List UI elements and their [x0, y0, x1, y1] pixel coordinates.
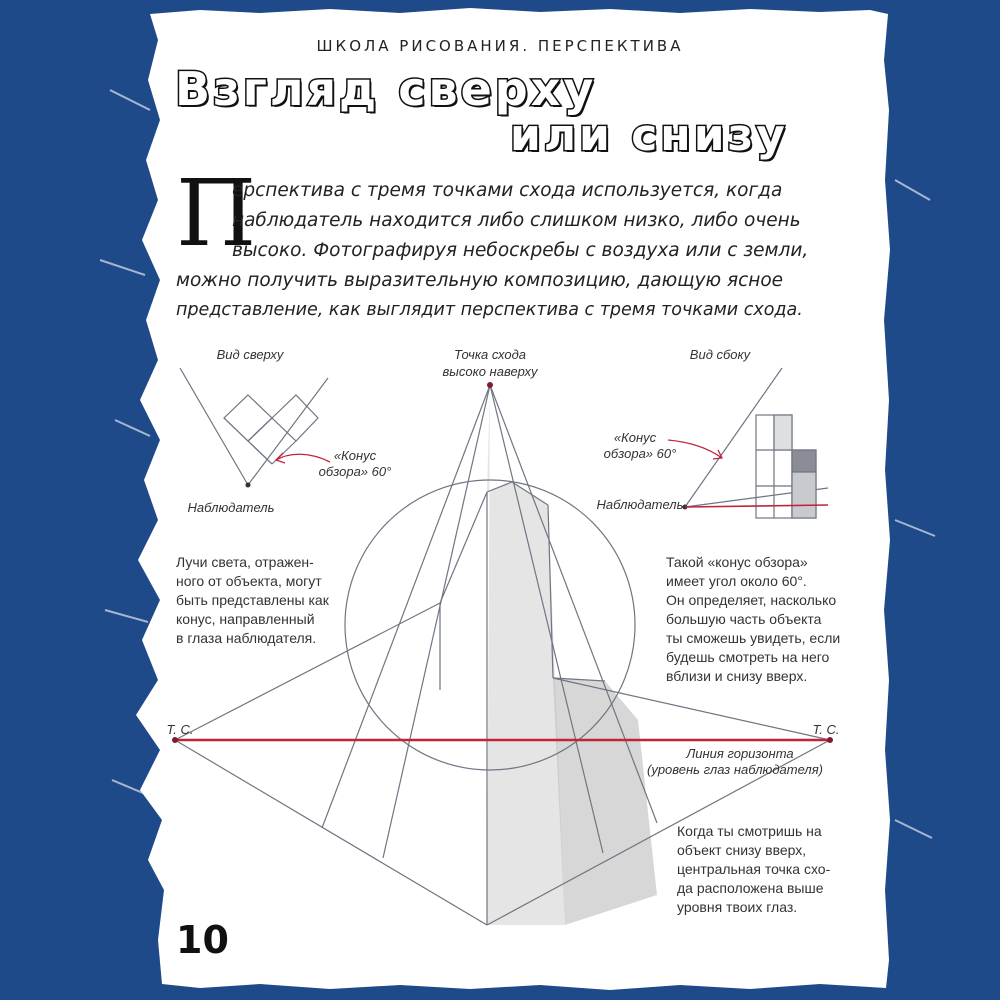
note-right-line: Он определяет, насколько	[666, 592, 837, 608]
note-bottom-line: центральная точка схо-	[677, 861, 831, 877]
note-right-line: будешь смотреть на него	[666, 649, 830, 665]
note-right-line: ты сможешь увидеть, если	[666, 630, 841, 646]
note-bottom-line: объект снизу вверх,	[677, 842, 807, 858]
top-view-sketch	[180, 368, 328, 488]
note-left-line: конус, направленный	[176, 611, 315, 627]
top-view-cone-label-1: «Конус	[333, 448, 377, 463]
vp-right-label: Т. С.	[812, 722, 840, 737]
vanishing-top-label-1: Точка схода	[453, 347, 527, 362]
vanishing-point-left	[172, 737, 178, 743]
vanishing-point-top	[487, 382, 493, 388]
note-right-line: вблизи и снизу вверх.	[666, 668, 808, 684]
side-view-cone-label-2: обзора» 60°	[603, 446, 677, 461]
intro-line-3: высоко. Фотографируя небоскребы с воздуха или с земли,	[232, 240, 809, 261]
intro-line-2: наблюдатель находится либо слишком низко, либо очень	[232, 210, 801, 231]
note-bottom	[677, 822, 830, 917]
note-left-line: в глаза наблюдателя.	[176, 630, 317, 646]
top-view-cone-label-2: обзора» 60°	[318, 464, 392, 479]
vanishing-top-label-2: высоко наверху	[442, 364, 538, 379]
top-view-observer-label: Наблюдатель	[187, 500, 275, 515]
note-right	[666, 553, 840, 686]
note-right-line: большую часть объекта	[666, 611, 822, 627]
drop-cap: П	[176, 160, 257, 267]
page-number: 10	[176, 918, 229, 962]
note-bottom-line: да расположена выше	[677, 880, 824, 896]
note-left-line: Лучи света, отражен-	[176, 554, 314, 570]
intro-line-5: представление, как выглядит перспектива с тремя точками схода.	[176, 300, 803, 320]
note-bottom-line: Когда ты смотришь на	[677, 823, 822, 839]
note-right-line: Такой «конус обзора»	[666, 554, 808, 570]
note-right-line: имеет угол около 60°.	[666, 573, 807, 589]
side-view-sketch	[683, 368, 829, 518]
note-left-line: ного от объекта, могут	[176, 573, 322, 589]
horizon-label-1: Линия горизонта	[686, 746, 794, 761]
side-view-observer-label: Наблюдатель	[596, 497, 684, 512]
note-bottom-line: уровня твоих глаз.	[677, 899, 798, 915]
page-title-line1: Взгляд сверху	[175, 62, 597, 116]
vanishing-point-right	[827, 737, 833, 743]
side-view-title: Вид сбоку	[689, 347, 751, 362]
side-view-cone-label-1: «Конус	[613, 430, 657, 445]
intro-line-1: ерспектива с тремя точками схода используется, когда	[232, 180, 783, 201]
vp-left-label: Т. С.	[166, 722, 194, 737]
note-left-line: быть представлены как	[176, 592, 329, 608]
intro-line-4: можно получить выразительную композицию, дающую ясное	[176, 270, 784, 291]
horizon-label-2: (уровень глаз наблюдателя)	[647, 762, 823, 777]
page-header: ШКОЛА РИСОВАНИЯ. ПЕРСПЕКТИВА	[316, 37, 684, 55]
note-left	[176, 553, 329, 648]
page-title-line2: или снизу	[510, 110, 788, 161]
top-view-title: Вид сверху	[216, 347, 284, 362]
